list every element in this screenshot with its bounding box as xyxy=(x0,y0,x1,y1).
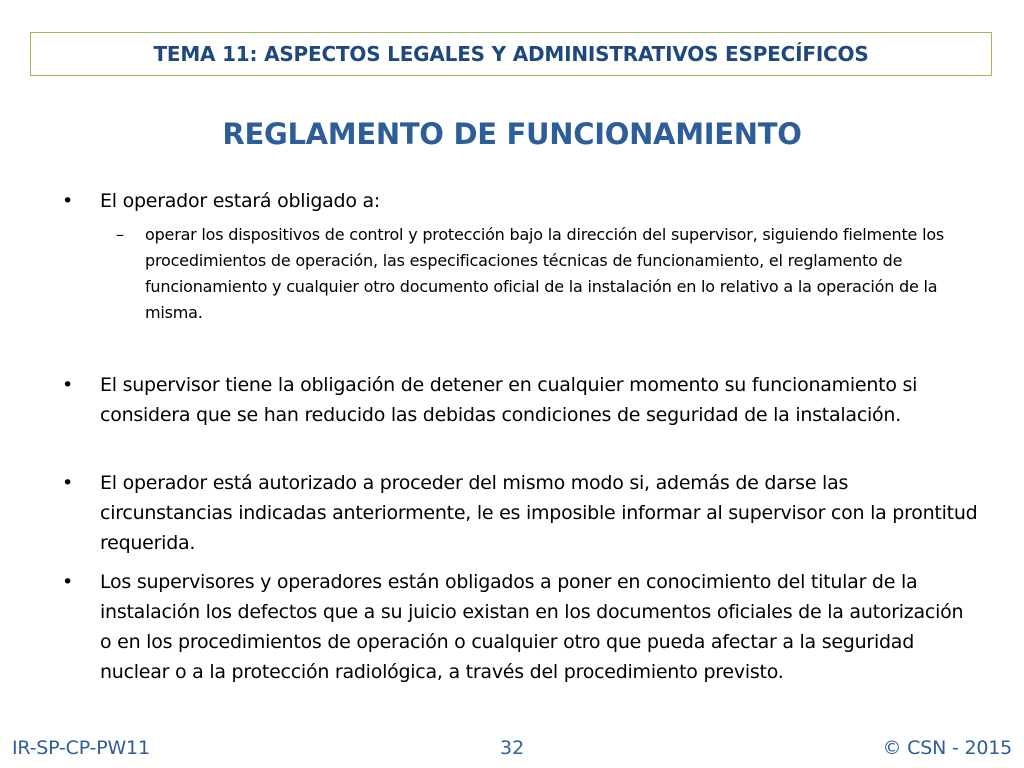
sub-bullet-marker: – xyxy=(116,225,124,244)
bullet-text: El supervisor tiene la obligación de detener en cualquier momento su funcionamiento si considera que se han reducido las debidas condiciones de seguridad de la instalación. xyxy=(100,374,918,426)
bullet-text: El operador está autorizado a proceder del mismo modo si, además de darse las circunstancias indicadas anteriormente, le es imposible informar al supervisor con la prontitud requerida. xyxy=(100,472,978,554)
bullet-marker: • xyxy=(62,190,74,212)
bullet-text: El operador estará obligado a: xyxy=(100,190,381,212)
bullet-marker: • xyxy=(62,472,74,494)
bullet-marker: • xyxy=(62,571,74,593)
header-title: TEMA 11: ASPECTOS LEGALES Y ADMINISTRATIVOS ESPECÍFICOS xyxy=(153,42,869,66)
sub-bullet-text: operar los dispositivos de control y protección bajo la dirección del supervisor, siguiendo fielmente los procedimientos de operación, las especificaciones técnicas de funcionamiento, el reglamento de funcionamiento y cualquier otro documento oficial de la instalación en lo relativo a la operación de la misma. xyxy=(145,225,945,322)
bullet-marker: • xyxy=(62,374,74,396)
footer-course-code: IR-SP-CP-PW11 xyxy=(12,737,150,759)
bullet-text: Los supervisores y operadores están obligados a poner en conocimiento del titular de la instalación los defectos que a su juicio existan en los documentos oficiales de la autorización o en los procedimientos de operación o cualquier otro que pueda afectar a la seguridad nuclear o a la protección radiológica, a través del procedimiento previsto. xyxy=(100,571,964,683)
footer-copyright: © CSN - 2015 xyxy=(882,737,1012,759)
page-number: 32 xyxy=(500,737,525,759)
slide-title: REGLAMENTO DE FUNCIONAMIENTO xyxy=(222,117,802,151)
